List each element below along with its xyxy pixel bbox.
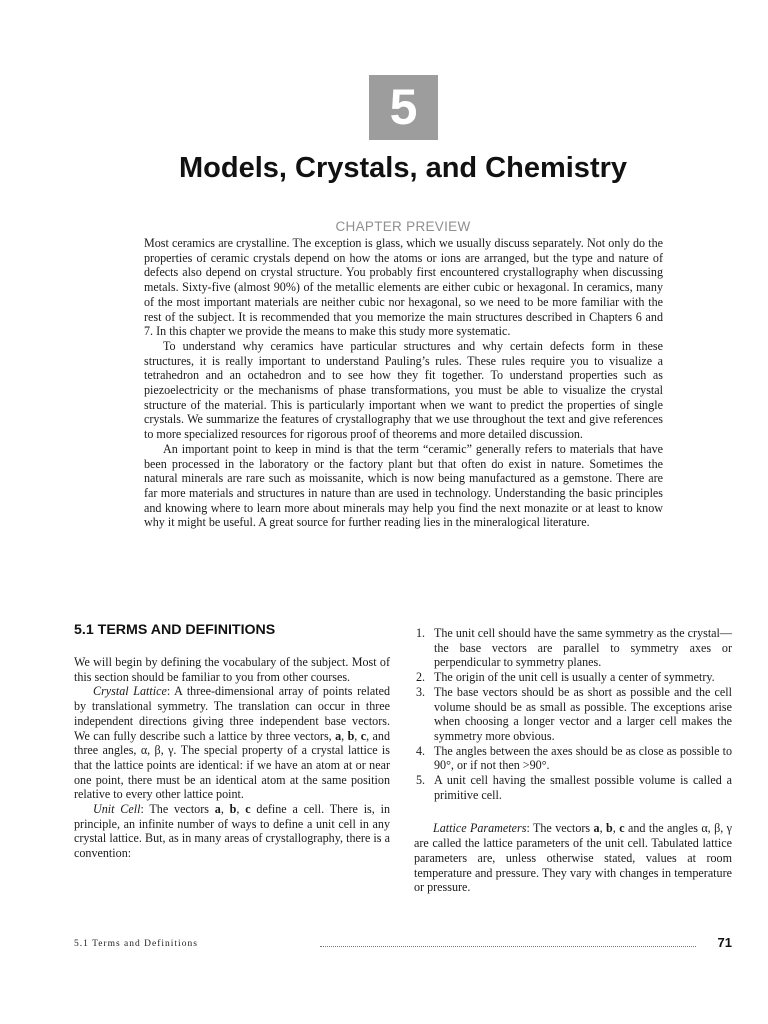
chapter-title: Models, Crystals, and Chemistry: [178, 152, 628, 184]
list-item: 2. The origin of the unit cell is usually a center of symmetry.: [416, 670, 715, 685]
list-item: 3. The base vectors should be as short as possible and the cell volume should be as small as possible. The exceptions arise when choosing a longer vector and a larger cell makes the symmetry more obvious.: [416, 684, 732, 743]
preview-paragraph: Most ceramics are crystalline. The exception is glass, which we usually discuss separately. Not only do the properties of ceramic crystals depend on how the atoms or ions are arranged, but the type and nature of defects also depend on crystal structure. You probably first encountered crystallography when discussing metals. Sixty-five (almost 90%) of the metallic elements are either cubic or hexagonal. In ceramics, many of the most important materials are neither cubic nor hexagonal, so we need to be more familiar with the rest of the subject. It is recommended that you memorize the main structures described in Chapters 6 and 7. In this chapter we provide the means to make this study more systematic.: [144, 236, 663, 339]
term: Crystal Lattice: [93, 684, 167, 699]
section-heading: 5.1 TERMS AND DEFINITIONS: [74, 622, 276, 638]
right-column: [414, 626, 732, 895]
list-item: 5. A unit cell having the smallest possible volume is called a primitive cell.: [416, 773, 732, 802]
unit-cell-definition: Unit Cell: The vectors a, b, c define a cell. There is, in principle, an infinite number of ways to define a unit cell in any crystal lattice. But, as in many areas of crystallography, there is a convention:: [74, 802, 391, 861]
lattice-parameters-definition: Lattice Parameters: The vectors a, b, c and the angles α, β, γ are called the lattice parameters of the unit cell. Tabulated lattice parameters are, unless otherwise stated, values at room temperature and pressure. They vary with changes in temperature or pressure.: [414, 821, 733, 895]
list-item: 4. The angles between the axes should be as close as possible to 90°, or if not then >90°.: [416, 743, 732, 773]
chapter-preview-heading: CHAPTER PREVIEW: [335, 219, 471, 234]
page-footer: [74, 935, 732, 953]
page-number: 71: [717, 935, 732, 950]
left-column: [74, 622, 390, 861]
preview-paragraph: To understand why ceramics have particular structures and why certain defects form in these structures, it is really important to understand Pauling’s rules. These rules require you to visualize a tetrahedron and an octahedron and to see how they fit together. To understand properties such as piezoelectricity or the mechanisms of phase transformations, you must be able to visualize the crystal structure of the material. This is particularly important when we want to predict the properties of single crystals. We summarize the features of crystallography that we use throughout the text and give references to more specialized resources for rigorous proof of theorems and more detailed discussion.: [144, 338, 663, 442]
unit-cell-conventions: [414, 626, 732, 802]
chapter-preview: [144, 236, 663, 530]
crystal-lattice-definition: Crystal Lattice: A three-dimensional array of points related by translational symmetry. The translation can occur in three independent directions giving three independent base vectors. We can fully describe such a lattice by three vectors, a, b, c, and three angles, α, β, γ. The special property of a crystal lattice is that the lattice points are identical: if we have an atom at or near one point, there must be an identical atom at the same position relative to every other lattice point.: [74, 684, 391, 802]
footer-section-title: 5.1 Terms and Definitions: [74, 939, 198, 949]
list-item: 1. The unit cell should have the same symmetry as the crystal—the base vectors are parallel to symmetry axes or perpendicular to symmetry planes.: [416, 626, 732, 670]
term: Lattice Parameters: [433, 821, 527, 836]
section-intro: We will begin by defining the vocabulary of the subject. Most of this section should be familiar to you from other courses.: [74, 655, 390, 684]
preview-paragraph: An important point to keep in mind is that the term “ceramic” generally refers to materials that have been processed in the laboratory or the factory plant but that often do exist in nature. Sometimes the natural minerals are rare such as moissanite, which is now being manufactured as a gemstone. There are far more materials and structures in nature than are used in technology. Understanding the basic principles and knowing where to learn more about minerals may help you find the next monazite or at least to know why it might be useful. A great source for further reading lies in the mineralogical literature.: [144, 441, 663, 530]
footer-leader-dots: [320, 946, 696, 947]
term: Unit Cell: [93, 802, 141, 817]
chapter-number: 5: [369, 75, 438, 140]
